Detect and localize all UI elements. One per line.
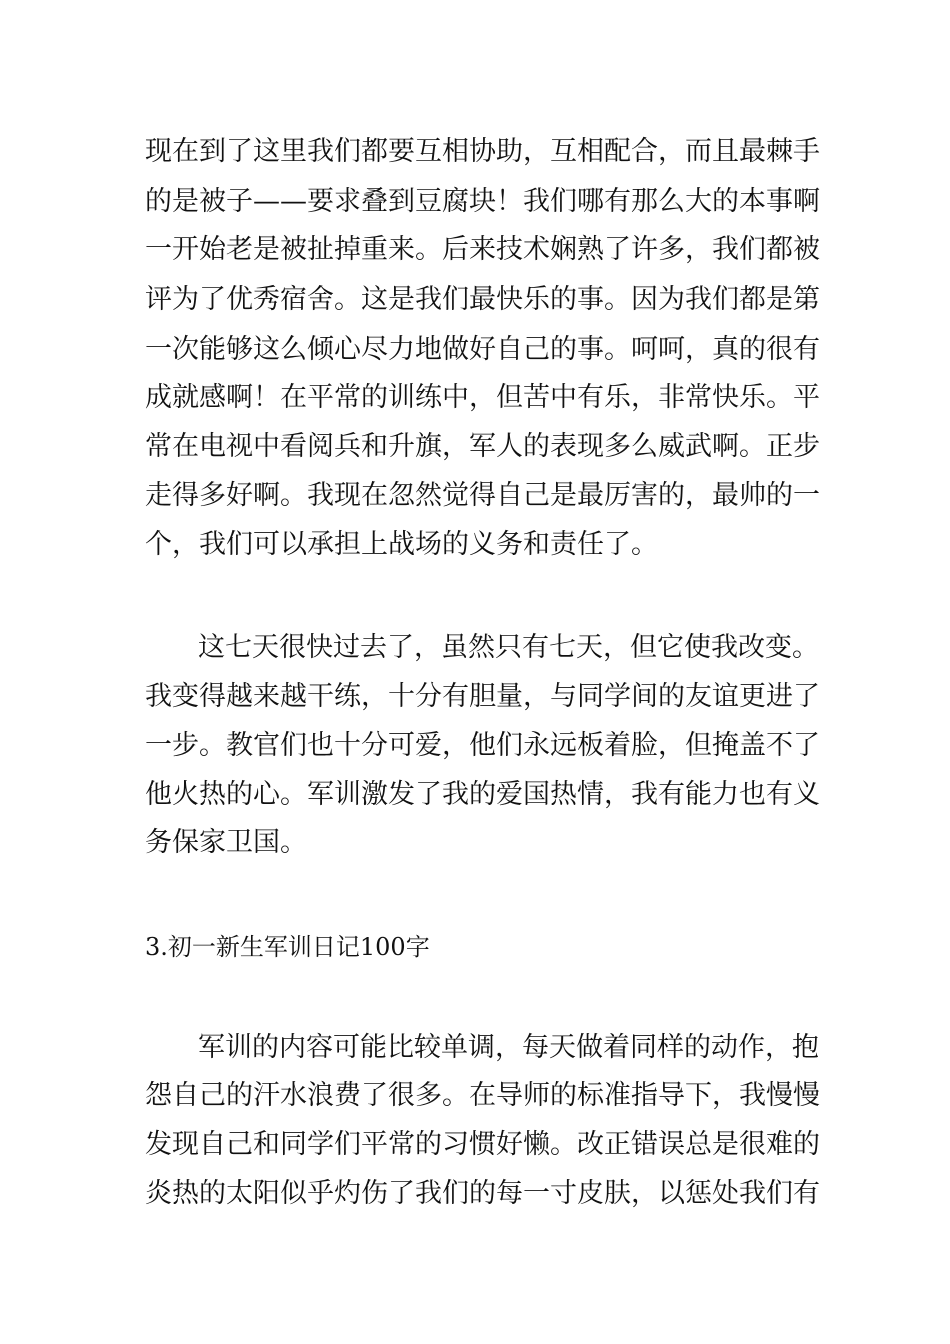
text-line: 我变得越来越干练，十分有胆量，与同学间的友谊更进了 — [145, 681, 820, 712]
text-line: 一次能够这么倾心尽力地做好自己的事。呵呵，真的很有 — [145, 334, 820, 365]
text-line: 评为了优秀宿舍。这是我们最快乐的事。因为我们都是第 — [145, 284, 820, 315]
text-line: 常在电视中看阅兵和升旗，军人的表现多么威武啊。正步 — [145, 431, 820, 462]
text-line: 炎热的太阳似乎灼伤了我们的每一寸皮肤，以惩处我们有 — [145, 1178, 820, 1209]
text-line: 他火热的心。军训激发了我的爱国热情，我有能力也有义 — [145, 779, 820, 810]
text-line: 一开始老是被扯掉重来。后来技术娴熟了许多，我们都被 — [145, 234, 820, 265]
text-line: 怨自己的汗水浪费了很多。在导师的标准指导下，我慢慢 — [145, 1080, 820, 1111]
section-heading: 3.初一新生军训日记100字 — [145, 933, 430, 961]
text-line: 发现自己和同学们平常的习惯好懒。改正错误总是很难的 — [145, 1129, 820, 1160]
text-line: 现在到了这里我们都要互相协助，互相配合，而且最棘手 — [145, 136, 820, 167]
text-line: 走得多好啊。我现在忽然觉得自己是最厉害的，最帅的一 — [145, 480, 820, 511]
text-line: 一步。教官们也十分可爱，他们永远板着脸，但掩盖不了 — [145, 730, 820, 761]
text-line: 的是被子——要求叠到豆腐块！我们哪有那么大的本事啊 — [145, 186, 820, 217]
text-line: 军训的内容可能比较单调，每天做着同样的动作，抱 — [198, 1032, 819, 1063]
text-line: 个，我们可以承担上战场的义务和责任了。 — [145, 529, 658, 560]
text-line: 这七天很快过去了，虽然只有七天，但它使我改变。 — [198, 632, 819, 663]
text-line: 务保家卫国。 — [145, 827, 307, 858]
text-line: 成就感啊！在平常的训练中，但苦中有乐，非常快乐。平 — [145, 382, 820, 413]
